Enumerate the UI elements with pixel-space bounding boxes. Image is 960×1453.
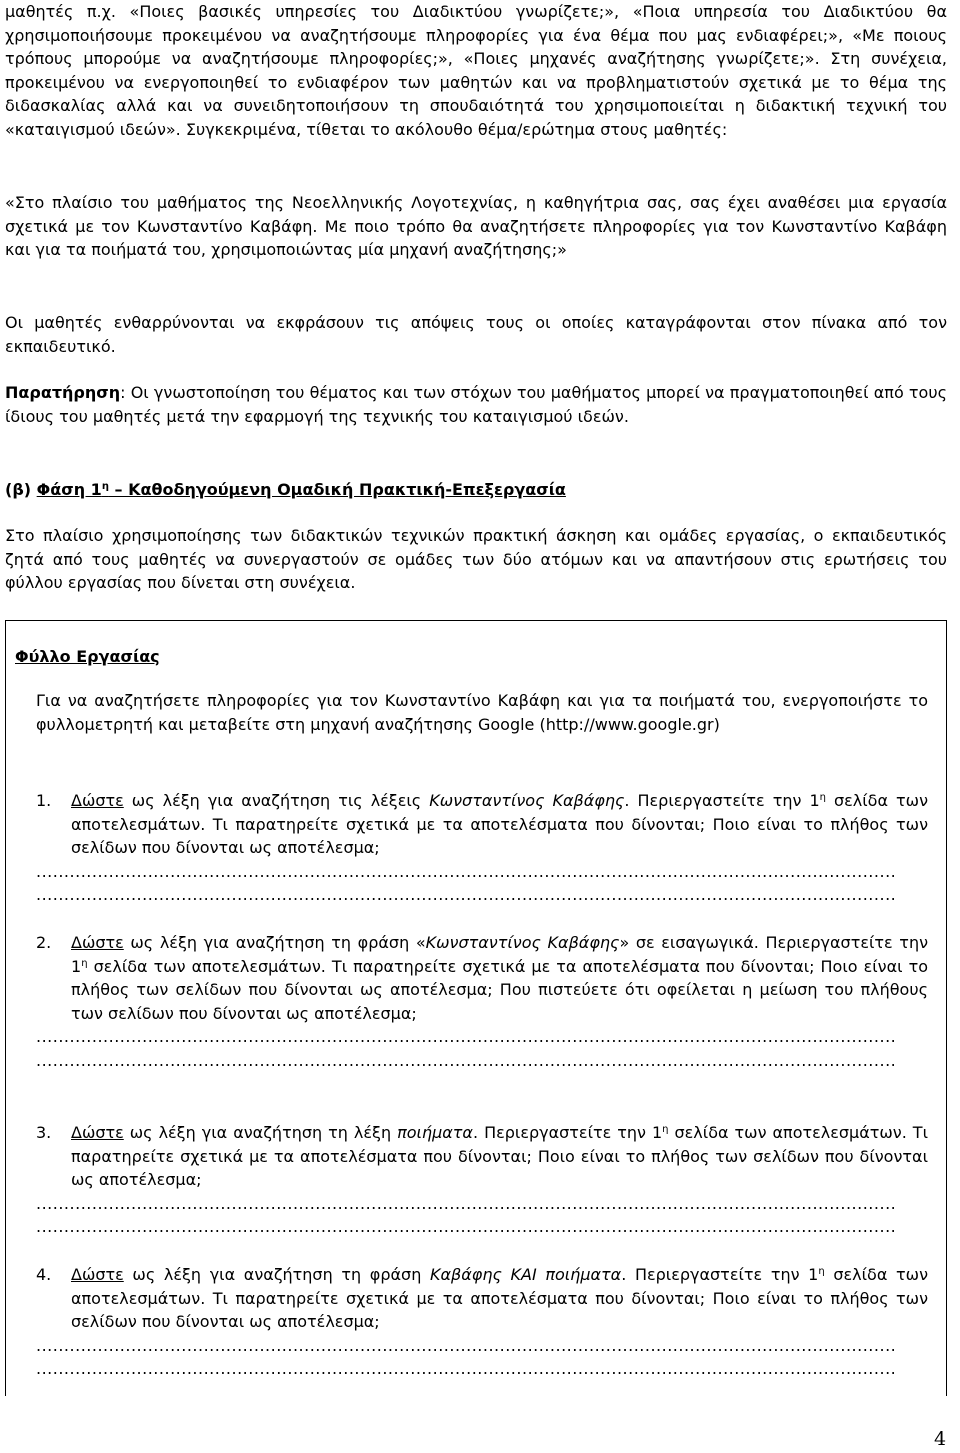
question-part-b: » σε εισαγωγικά. Περιεργαστείτε την 1 — [71, 933, 929, 976]
question-text — [71, 1121, 928, 1192]
question-3 — [36, 1121, 928, 1239]
question-part-b: . Περιεργαστείτε την 1 — [621, 1265, 819, 1284]
answer-line: .......................................................................................................................................................... — [36, 885, 897, 904]
phase-paragraph: Στο πλαίσιο χρησιμοποίησης των διδακτικών τεχνικών πρακτική άσκηση και ομάδες εργασίας, ο εκπαιδευτικός ζητά από τους μαθητές να συνεργαστούν σε ομάδες των δύο ατόμων και να απαντήσουν στις ερωτήσεις του φύλλου εργασίας που δίνεται στη συνέχεια. — [5, 526, 947, 592]
question-body — [71, 1263, 928, 1334]
question-4 — [36, 1263, 928, 1381]
question-part-c: σελίδα των αποτελεσμάτων. Τι παρατηρείτε σχετικά με τα αποτελέσματα που δίνονται; Ποιο είναι το πλήθος των σελίδων που δίνονται ως αποτέλεσμα; Που πιστεύετε ότι οφείλεται η μείωση του πλήθους των σελίδων που δίνονται ως αποτέλεσμα; — [71, 956, 928, 1023]
section-title-sup: η — [101, 481, 109, 492]
answer-line: .......................................................................................................................................................... — [36, 861, 897, 881]
answer-line: .......................................................................................................................................................... — [36, 1217, 897, 1236]
search-term: Κωνσταντίνος Καβάφης — [429, 791, 625, 810]
answer-line: .......................................................................................................................................................... — [36, 1027, 897, 1046]
question-text — [71, 789, 928, 860]
question-part-a: ως λέξη για αναζήτηση τη φράση « — [123, 933, 426, 952]
search-term: Καβάφης ΚΑΙ ποιήματα — [430, 1265, 622, 1284]
question-sup: η — [662, 1124, 669, 1135]
question-1 — [36, 789, 928, 907]
question-number: 2. — [36, 933, 52, 952]
search-term: Κωνσταντίνος Καβάφης — [425, 933, 620, 952]
section-title — [37, 480, 566, 499]
question-text — [71, 931, 928, 1025]
question-2 — [36, 931, 928, 1072]
question-body — [71, 1121, 928, 1192]
question-sup: η — [819, 792, 826, 803]
question-number: 3. — [36, 1123, 52, 1142]
section-prefix: (β) — [5, 480, 37, 499]
question-part-c: σελίδα των αποτελεσμάτων. Τι παρατηρείτε σχετικά με τα αποτελέσματα που δίνονται; Ποιο είναι το πλήθος των σελίδων που δίνονται ως αποτέλεσμα; — [71, 791, 929, 857]
worksheet-box — [5, 620, 947, 1396]
question-part-c: σελίδα των αποτελεσμάτων. Τι παρατηρείτε σχετικά με τα αποτελέσματα που δίνονται; Ποιο είναι το πλήθος των σελίδων που δίνονται ως αποτέλεσμα; — [71, 1123, 928, 1189]
intro-paragraph: μαθητές π.χ. «Ποιες βασικές υπηρεσίες του Διαδικτύου γνωρίζετε;», «Ποια υπηρεσία του Διαδικτύου θα χρησιμοποιήσουμε προκειμένου να αναζητήσουμε πληροφορίες για ένα θέμα που μας ενδιαφέρει;», «Με ποιους τρόπους μπορούμε να αναζητήσουμε πληροφορίες;», «Ποιες μηχανές αναζήτησης γνωρίζετε;». Στη συνέχεια, προκειμένου να ενεργοποιηθεί το ενδιαφέρον των μαθητών και να προβληματιστούν σχετικά με το θέμα της διδασκαλίας αλλά και να συνειδητοποιήσουν τη σπουδαιότητά του χρησιμοποιείται η διδακτική τεχνική του «καταιγισμού ιδεών». Συγκεκριμένα, τίθεται το ακόλουθο θέμα/ερώτημα στους μαθητές: — [5, 2, 947, 139]
question-body — [71, 931, 928, 1025]
question-part-b: . Περιεργαστείτε την 1 — [624, 791, 820, 810]
question-number: 4. — [36, 1265, 52, 1284]
question-part-a: ως λέξη για αναζήτηση τη φράση — [123, 1265, 430, 1284]
section-title-rest: – Καθοδηγούμενη Ομαδική Πρακτική-Επεξεργασία — [108, 480, 566, 499]
page-number: 4 — [934, 1428, 947, 1450]
question-part-a: ως λέξη για αναζήτηση τις λέξεις — [123, 791, 430, 810]
students-paragraph: Οι μαθητές ενθαρρύνονται να εκφράσουν τις απόψεις τους οι οποίες καταγράφονται στον πίνακα από τον εκπαιδευτικό. — [5, 313, 947, 356]
question-part-b: . Περιεργαστείτε την 1 — [472, 1123, 663, 1142]
section-heading — [5, 478, 947, 502]
question-sup: η — [81, 957, 88, 969]
remark-label: Παρατήρηση — [5, 383, 121, 402]
remark-paragraph — [5, 381, 947, 428]
question-number: 1. — [36, 791, 52, 810]
worksheet-intro: Για να αναζητήσετε πληροφορίες για τον Κωνσταντίνο Καβάφη και για τα ποιήματά του, ενεργοποιήστε το φυλλομετρητή και μεταβείτε στη μηχανή αναζήτησης Google (http://www.google.gr) — [36, 691, 928, 734]
answer-line: .......................................................................................................................................................... — [36, 1050, 897, 1070]
question-verb: Δώστε — [71, 791, 124, 810]
question-sup: η — [818, 1266, 825, 1277]
remark-text: : Οι γνωστοποίηση του θέματος και των στόχων του μαθήματος μπορεί να πραγματοποιηθεί από τους ίδιους του μαθητές μετά την εφαρμογή της τεχνικής του καταιγισμού ιδεών. — [5, 383, 947, 426]
question-part-c: σελίδα των αποτελεσμάτων. Τι παρατηρείτε σχετικά με τα αποτελέσματα που δίνονται; Ποιο είναι το πλήθος των σελίδων που δίνονται ως αποτέλεσμα; — [71, 1265, 929, 1331]
brainstorm-question: «Στο πλαίσιο του μαθήματος της Νεοελληνικής Λογοτεχνίας, η καθηγήτρια σας, σας έχει αναθέσει μια εργασία σχετικά με τον Κωνσταντίνο Καβάφη. Με ποιο τρόπο θα αναζητήσετε πληροφορίες για τον Κωνσταντίνο Καβάφη και για τα ποιήματά του, χρησιμοποιώντας μία μηχανή αναζήτησης;» — [5, 193, 947, 259]
question-verb: Δώστε — [71, 933, 124, 952]
question-verb: Δώστε — [71, 1123, 124, 1142]
answer-line: .......................................................................................................................................................... — [36, 1359, 897, 1378]
worksheet-title: Φύλλο Εργασίας — [15, 647, 160, 666]
section-title-text: Φάση 1 — [36, 480, 102, 499]
question-verb: Δώστε — [71, 1265, 124, 1284]
answer-line: .......................................................................................................................................................... — [36, 1335, 897, 1355]
question-part-a: ως λέξη για αναζήτηση τη λέξη — [123, 1123, 398, 1142]
search-term: ποιήματα — [397, 1123, 473, 1142]
answer-line: .......................................................................................................................................................... — [36, 1193, 897, 1213]
question-text — [71, 1263, 928, 1334]
question-body — [71, 789, 928, 860]
